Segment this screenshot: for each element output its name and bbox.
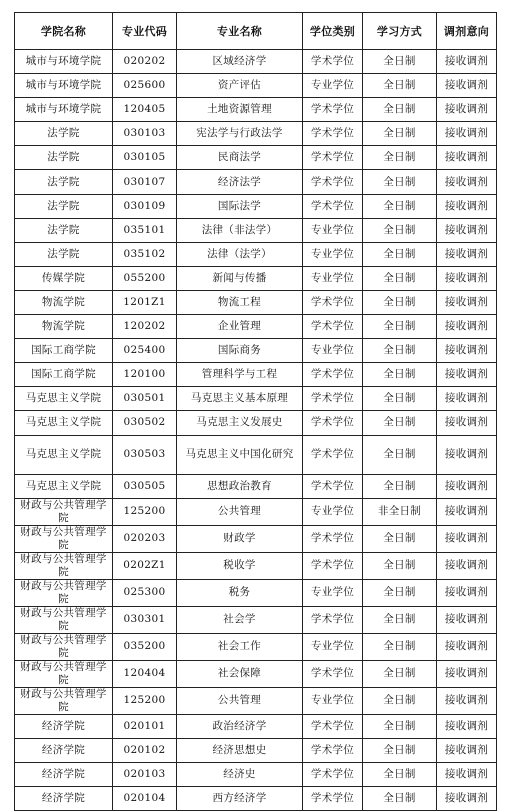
cell-intent: 接收调剂: [437, 242, 497, 266]
cell-school: 经济学院: [15, 786, 113, 810]
cell-major: 财政学: [177, 525, 303, 552]
cell-school: 财政与公共管理学院: [15, 687, 113, 714]
cell-school: 城市与环境学院: [15, 74, 113, 98]
cell-code: 025400: [113, 339, 177, 363]
cell-degree-type: 学术学位: [303, 122, 363, 146]
table-row: [15, 633, 497, 660]
cell-school: 马克思主义学院: [15, 411, 113, 435]
cell-school: 马克思主义学院: [15, 435, 113, 474]
cell-study-mode: 全日制: [363, 525, 437, 552]
cell-school: 财政与公共管理学院: [15, 579, 113, 606]
cell-study-mode: 全日制: [363, 122, 437, 146]
cell-major: 政治经济学: [177, 714, 303, 738]
cell-intent: 接收调剂: [437, 552, 497, 579]
table-row: [15, 242, 497, 266]
cell-code: 030107: [113, 170, 177, 194]
cell-study-mode: 全日制: [363, 738, 437, 762]
cell-major: 资产评估: [177, 74, 303, 98]
table-row: [15, 218, 497, 242]
cell-degree-type: 学术学位: [303, 738, 363, 762]
cell-degree-type: 专业学位: [303, 242, 363, 266]
cell-degree-type: 学术学位: [303, 474, 363, 498]
table-row: [15, 786, 497, 810]
cell-major: 社会保障: [177, 660, 303, 687]
table-row: [15, 266, 497, 290]
cell-intent: 接收调剂: [437, 339, 497, 363]
cell-intent: 接收调剂: [437, 50, 497, 74]
cell-school: 法学院: [15, 194, 113, 218]
cell-degree-type: 学术学位: [303, 606, 363, 633]
cell-major: 马克思主义中国化研究: [177, 435, 303, 474]
cell-study-mode: 全日制: [363, 687, 437, 714]
cell-school: 财政与公共管理学院: [15, 660, 113, 687]
cell-study-mode: 全日制: [363, 98, 437, 122]
cell-major: 区域经济学: [177, 50, 303, 74]
cell-intent: 接收调剂: [437, 146, 497, 170]
table-row: [15, 170, 497, 194]
cell-intent: 接收调剂: [437, 435, 497, 474]
cell-code: 1201Z1: [113, 290, 177, 314]
cell-study-mode: 全日制: [363, 50, 437, 74]
cell-major: 税收学: [177, 552, 303, 579]
cell-major: 思想政治教育: [177, 474, 303, 498]
cell-major: 管理科学与工程: [177, 363, 303, 387]
cell-major: 法律（非法学）: [177, 218, 303, 242]
table-header: [15, 13, 497, 50]
header-school: 学院名称: [15, 13, 113, 50]
cell-study-mode: 全日制: [363, 606, 437, 633]
table-row: [15, 290, 497, 314]
cell-degree-type: 学术学位: [303, 290, 363, 314]
cell-school: 法学院: [15, 146, 113, 170]
cell-code: 035200: [113, 633, 177, 660]
cell-intent: 接收调剂: [437, 606, 497, 633]
table-row: [15, 411, 497, 435]
table-row: [15, 435, 497, 474]
cell-study-mode: 全日制: [363, 266, 437, 290]
cell-code: 025600: [113, 74, 177, 98]
cell-major: 西方经济学: [177, 786, 303, 810]
cell-code: 035102: [113, 242, 177, 266]
cell-major: 公共管理: [177, 498, 303, 525]
document-page: [14, 12, 496, 811]
cell-study-mode: 全日制: [363, 633, 437, 660]
header-degree-type: 学位类别: [303, 13, 363, 50]
cell-code: 125200: [113, 498, 177, 525]
cell-degree-type: 专业学位: [303, 74, 363, 98]
cell-code: 120202: [113, 315, 177, 339]
cell-degree-type: 学术学位: [303, 786, 363, 810]
table-row: [15, 474, 497, 498]
cell-study-mode: 全日制: [363, 74, 437, 98]
cell-code: 020203: [113, 525, 177, 552]
cell-school: 经济学院: [15, 714, 113, 738]
cell-intent: 接收调剂: [437, 498, 497, 525]
cell-study-mode: 全日制: [363, 552, 437, 579]
cell-school: 财政与公共管理学院: [15, 498, 113, 525]
cell-school: 马克思主义学院: [15, 387, 113, 411]
cell-code: 120405: [113, 98, 177, 122]
cell-school: 物流学院: [15, 290, 113, 314]
table-row: [15, 98, 497, 122]
cell-code: 020101: [113, 714, 177, 738]
cell-code: 035101: [113, 218, 177, 242]
cell-intent: 接收调剂: [437, 786, 497, 810]
cell-code: 125200: [113, 687, 177, 714]
cell-intent: 接收调剂: [437, 474, 497, 498]
cell-study-mode: 非全日制: [363, 498, 437, 525]
cell-school: 经济学院: [15, 738, 113, 762]
cell-major: 经济史: [177, 762, 303, 786]
cell-intent: 接收调剂: [437, 387, 497, 411]
cell-code: 030105: [113, 146, 177, 170]
cell-degree-type: 学术学位: [303, 660, 363, 687]
cell-school: 财政与公共管理学院: [15, 525, 113, 552]
cell-code: 020104: [113, 786, 177, 810]
cell-intent: 接收调剂: [437, 525, 497, 552]
cell-degree-type: 专业学位: [303, 579, 363, 606]
cell-intent: 接收调剂: [437, 411, 497, 435]
table-row: [15, 363, 497, 387]
cell-study-mode: 全日制: [363, 786, 437, 810]
table-row: [15, 122, 497, 146]
cell-code: 120100: [113, 363, 177, 387]
table-row: [15, 74, 497, 98]
cell-major: 物流工程: [177, 290, 303, 314]
cell-major: 宪法学与行政法学: [177, 122, 303, 146]
cell-school: 财政与公共管理学院: [15, 606, 113, 633]
cell-intent: 接收调剂: [437, 633, 497, 660]
table-row: [15, 315, 497, 339]
cell-study-mode: 全日制: [363, 170, 437, 194]
table-row: [15, 660, 497, 687]
cell-study-mode: 全日制: [363, 411, 437, 435]
cell-intent: 接收调剂: [437, 687, 497, 714]
cell-study-mode: 全日制: [363, 315, 437, 339]
cell-major: 国际商务: [177, 339, 303, 363]
table-row: [15, 606, 497, 633]
cell-intent: 接收调剂: [437, 290, 497, 314]
cell-degree-type: 学术学位: [303, 552, 363, 579]
cell-intent: 接收调剂: [437, 315, 497, 339]
cell-intent: 接收调剂: [437, 74, 497, 98]
table-row: [15, 387, 497, 411]
cell-degree-type: 学术学位: [303, 525, 363, 552]
table-row: [15, 714, 497, 738]
table-row: [15, 339, 497, 363]
cell-intent: 接收调剂: [437, 266, 497, 290]
cell-degree-type: 学术学位: [303, 170, 363, 194]
cell-code: 020202: [113, 50, 177, 74]
cell-study-mode: 全日制: [363, 363, 437, 387]
table-row: [15, 579, 497, 606]
cell-degree-type: 专业学位: [303, 266, 363, 290]
cell-intent: 接收调剂: [437, 194, 497, 218]
table-row: [15, 194, 497, 218]
cell-study-mode: 全日制: [363, 242, 437, 266]
cell-code: 030502: [113, 411, 177, 435]
cell-code: 030109: [113, 194, 177, 218]
cell-major: 经济法学: [177, 170, 303, 194]
cell-degree-type: 学术学位: [303, 50, 363, 74]
cell-major: 马克思主义基本原理: [177, 387, 303, 411]
cell-major: 经济思想史: [177, 738, 303, 762]
cell-degree-type: 学术学位: [303, 714, 363, 738]
cell-school: 法学院: [15, 242, 113, 266]
header-major: 专业名称: [177, 13, 303, 50]
cell-school: 财政与公共管理学院: [15, 633, 113, 660]
cell-major: 社会学: [177, 606, 303, 633]
cell-degree-type: 专业学位: [303, 218, 363, 242]
cell-major: 马克思主义发展史: [177, 411, 303, 435]
cell-degree-type: 学术学位: [303, 387, 363, 411]
cell-major: 国际法学: [177, 194, 303, 218]
cell-study-mode: 全日制: [363, 146, 437, 170]
header-intent: 调剂意向: [437, 13, 497, 50]
cell-intent: 接收调剂: [437, 714, 497, 738]
header-row: [15, 13, 497, 50]
cell-major: 公共管理: [177, 687, 303, 714]
cell-degree-type: 专业学位: [303, 633, 363, 660]
table-body: [15, 50, 497, 811]
cell-school: 传媒学院: [15, 266, 113, 290]
cell-school: 经济学院: [15, 762, 113, 786]
cell-code: 020103: [113, 762, 177, 786]
cell-code: 030501: [113, 387, 177, 411]
table-row: [15, 50, 497, 74]
cell-degree-type: 专业学位: [303, 339, 363, 363]
cell-code: 0202Z1: [113, 552, 177, 579]
cell-school: 法学院: [15, 218, 113, 242]
cell-code: 120404: [113, 660, 177, 687]
cell-degree-type: 学术学位: [303, 363, 363, 387]
cell-degree-type: 专业学位: [303, 498, 363, 525]
cell-intent: 接收调剂: [437, 363, 497, 387]
table-row: [15, 146, 497, 170]
cell-major: 新闻与传播: [177, 266, 303, 290]
cell-intent: 接收调剂: [437, 98, 497, 122]
cell-degree-type: 学术学位: [303, 194, 363, 218]
cell-study-mode: 全日制: [363, 194, 437, 218]
cell-study-mode: 全日制: [363, 762, 437, 786]
cell-major: 民商法学: [177, 146, 303, 170]
cell-intent: 接收调剂: [437, 738, 497, 762]
cell-degree-type: 学术学位: [303, 146, 363, 170]
cell-code: 030503: [113, 435, 177, 474]
table-row: [15, 738, 497, 762]
cell-school: 财政与公共管理学院: [15, 552, 113, 579]
cell-code: 020102: [113, 738, 177, 762]
cell-study-mode: 全日制: [363, 218, 437, 242]
cell-school: 国际工商学院: [15, 363, 113, 387]
cell-degree-type: 学术学位: [303, 411, 363, 435]
cell-study-mode: 全日制: [363, 660, 437, 687]
cell-study-mode: 全日制: [363, 290, 437, 314]
table-row: [15, 552, 497, 579]
cell-major: 土地资源管理: [177, 98, 303, 122]
cell-intent: 接收调剂: [437, 170, 497, 194]
cell-code: 025300: [113, 579, 177, 606]
cell-degree-type: 专业学位: [303, 687, 363, 714]
cell-school: 物流学院: [15, 315, 113, 339]
header-code: 专业代码: [113, 13, 177, 50]
cell-intent: 接收调剂: [437, 218, 497, 242]
cell-degree-type: 学术学位: [303, 98, 363, 122]
table-row: [15, 762, 497, 786]
cell-intent: 接收调剂: [437, 762, 497, 786]
table-row: [15, 525, 497, 552]
cell-degree-type: 学术学位: [303, 762, 363, 786]
cell-school: 城市与环境学院: [15, 98, 113, 122]
cell-major: 企业管理: [177, 315, 303, 339]
cell-major: 法律（法学）: [177, 242, 303, 266]
adjustment-table: [14, 12, 497, 811]
cell-intent: 接收调剂: [437, 660, 497, 687]
cell-code: 030103: [113, 122, 177, 146]
cell-study-mode: 全日制: [363, 435, 437, 474]
cell-school: 法学院: [15, 122, 113, 146]
cell-study-mode: 全日制: [363, 339, 437, 363]
cell-study-mode: 全日制: [363, 387, 437, 411]
cell-degree-type: 学术学位: [303, 315, 363, 339]
cell-school: 马克思主义学院: [15, 474, 113, 498]
cell-study-mode: 全日制: [363, 714, 437, 738]
cell-school: 城市与环境学院: [15, 50, 113, 74]
table-row: [15, 687, 497, 714]
cell-intent: 接收调剂: [437, 579, 497, 606]
cell-study-mode: 全日制: [363, 474, 437, 498]
cell-school: 国际工商学院: [15, 339, 113, 363]
cell-degree-type: 学术学位: [303, 435, 363, 474]
cell-school: 法学院: [15, 170, 113, 194]
cell-major: 社会工作: [177, 633, 303, 660]
header-study-mode: 学习方式: [363, 13, 437, 50]
table-row: [15, 498, 497, 525]
cell-code: 055200: [113, 266, 177, 290]
cell-intent: 接收调剂: [437, 122, 497, 146]
cell-major: 税务: [177, 579, 303, 606]
cell-code: 030301: [113, 606, 177, 633]
cell-study-mode: 全日制: [363, 579, 437, 606]
cell-code: 030505: [113, 474, 177, 498]
